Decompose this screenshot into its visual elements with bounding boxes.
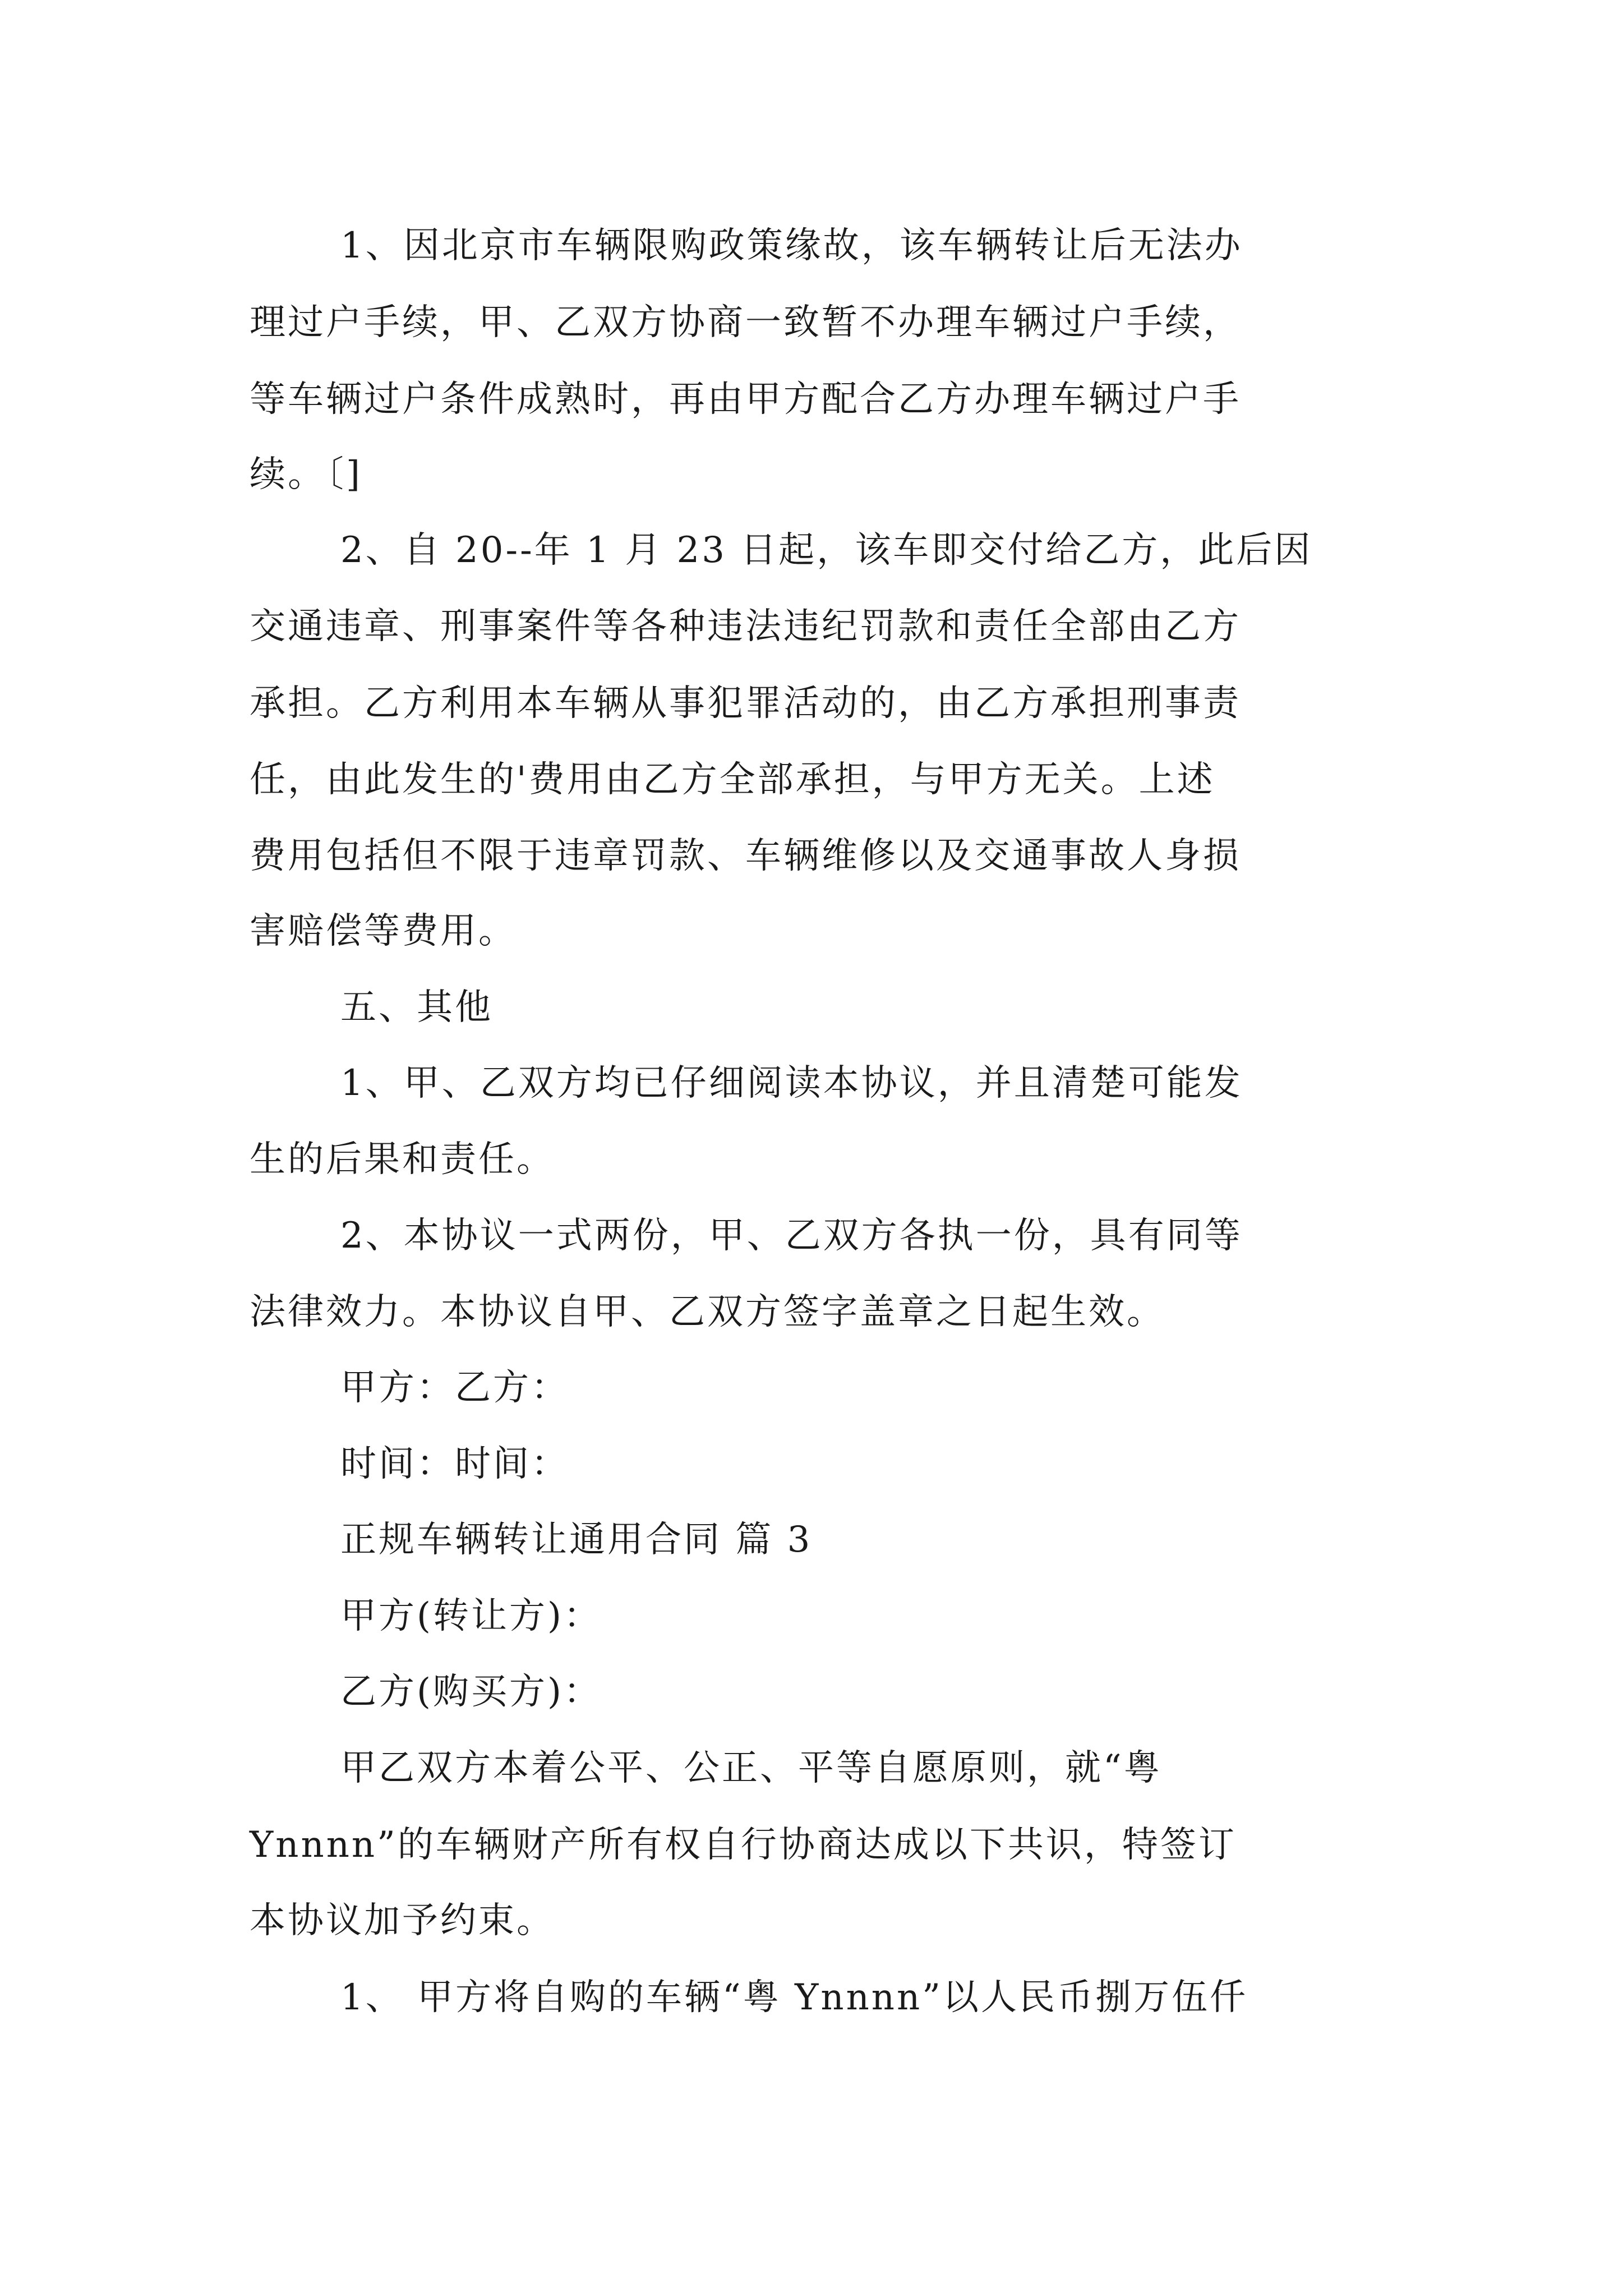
text-line: 2、自 20--年 1 月 23 日起，该车即交付给乙方，此后因: [340, 530, 1313, 571]
text-line: 理过户手续，甲、乙双方协商一致暂不办理车辆过户手续，: [250, 302, 1241, 343]
text-line: Ynnnn”的车辆财产所有权自行协商达成以下共识，特签订: [250, 1824, 1237, 1866]
text-line: 1、甲、乙双方均已仔细阅读本协议，并且清楚可能发: [340, 1062, 1243, 1104]
section-heading: 五、其他: [340, 987, 493, 1028]
text-line: 2、本协议一式两份，甲、乙双方各执一份，具有同等: [340, 1215, 1243, 1257]
contract-title: 正规车辆转让通用合同 篇 3: [340, 1519, 813, 1561]
text-line: 续。〔]: [250, 454, 362, 495]
party-b-line: 乙方(购买方)：: [340, 1671, 602, 1713]
date-line: 时间：时间：: [340, 1443, 569, 1485]
text-line: 生的后果和责任。: [250, 1139, 555, 1180]
text-line: 费用包括但不限于违章罚款、车辆维修以及交通事故人身损: [250, 835, 1241, 877]
text-line: 任，由此发生的'费用由乙方全部承担，与甲方无关。上述: [250, 759, 1215, 800]
text-line: 承担。乙方利用本车辆从事犯罪活动的，由乙方承担刑事责: [250, 683, 1241, 724]
text-line: 害赔偿等费用。: [250, 910, 517, 952]
text-line: 本协议加予约束。: [250, 1900, 555, 1941]
text-line: 1、因北京市车辆限购政策缘故，该车辆转让后无法办: [340, 225, 1243, 266]
text-line: 交通违章、刑事案件等各种违法违纪罚款和责任全部由乙方: [250, 606, 1241, 647]
text-line: 等车辆过户条件成熟时，再由甲方配合乙方办理车辆过户手: [250, 379, 1241, 420]
text-line: 法律效力。本协议自甲、乙双方签字盖章之日起生效。: [250, 1291, 1165, 1333]
party-a-line: 甲方(转让方)：: [340, 1595, 602, 1637]
text-line: 甲乙双方本着公平、公正、平等自愿原则，就“粤: [340, 1747, 1162, 1789]
signature-line: 甲方：乙方：: [340, 1367, 569, 1409]
text-line: 1、 甲方将自购的车辆“粤 Ynnnn”以人民币捌万伍仟: [340, 1977, 1248, 2018]
